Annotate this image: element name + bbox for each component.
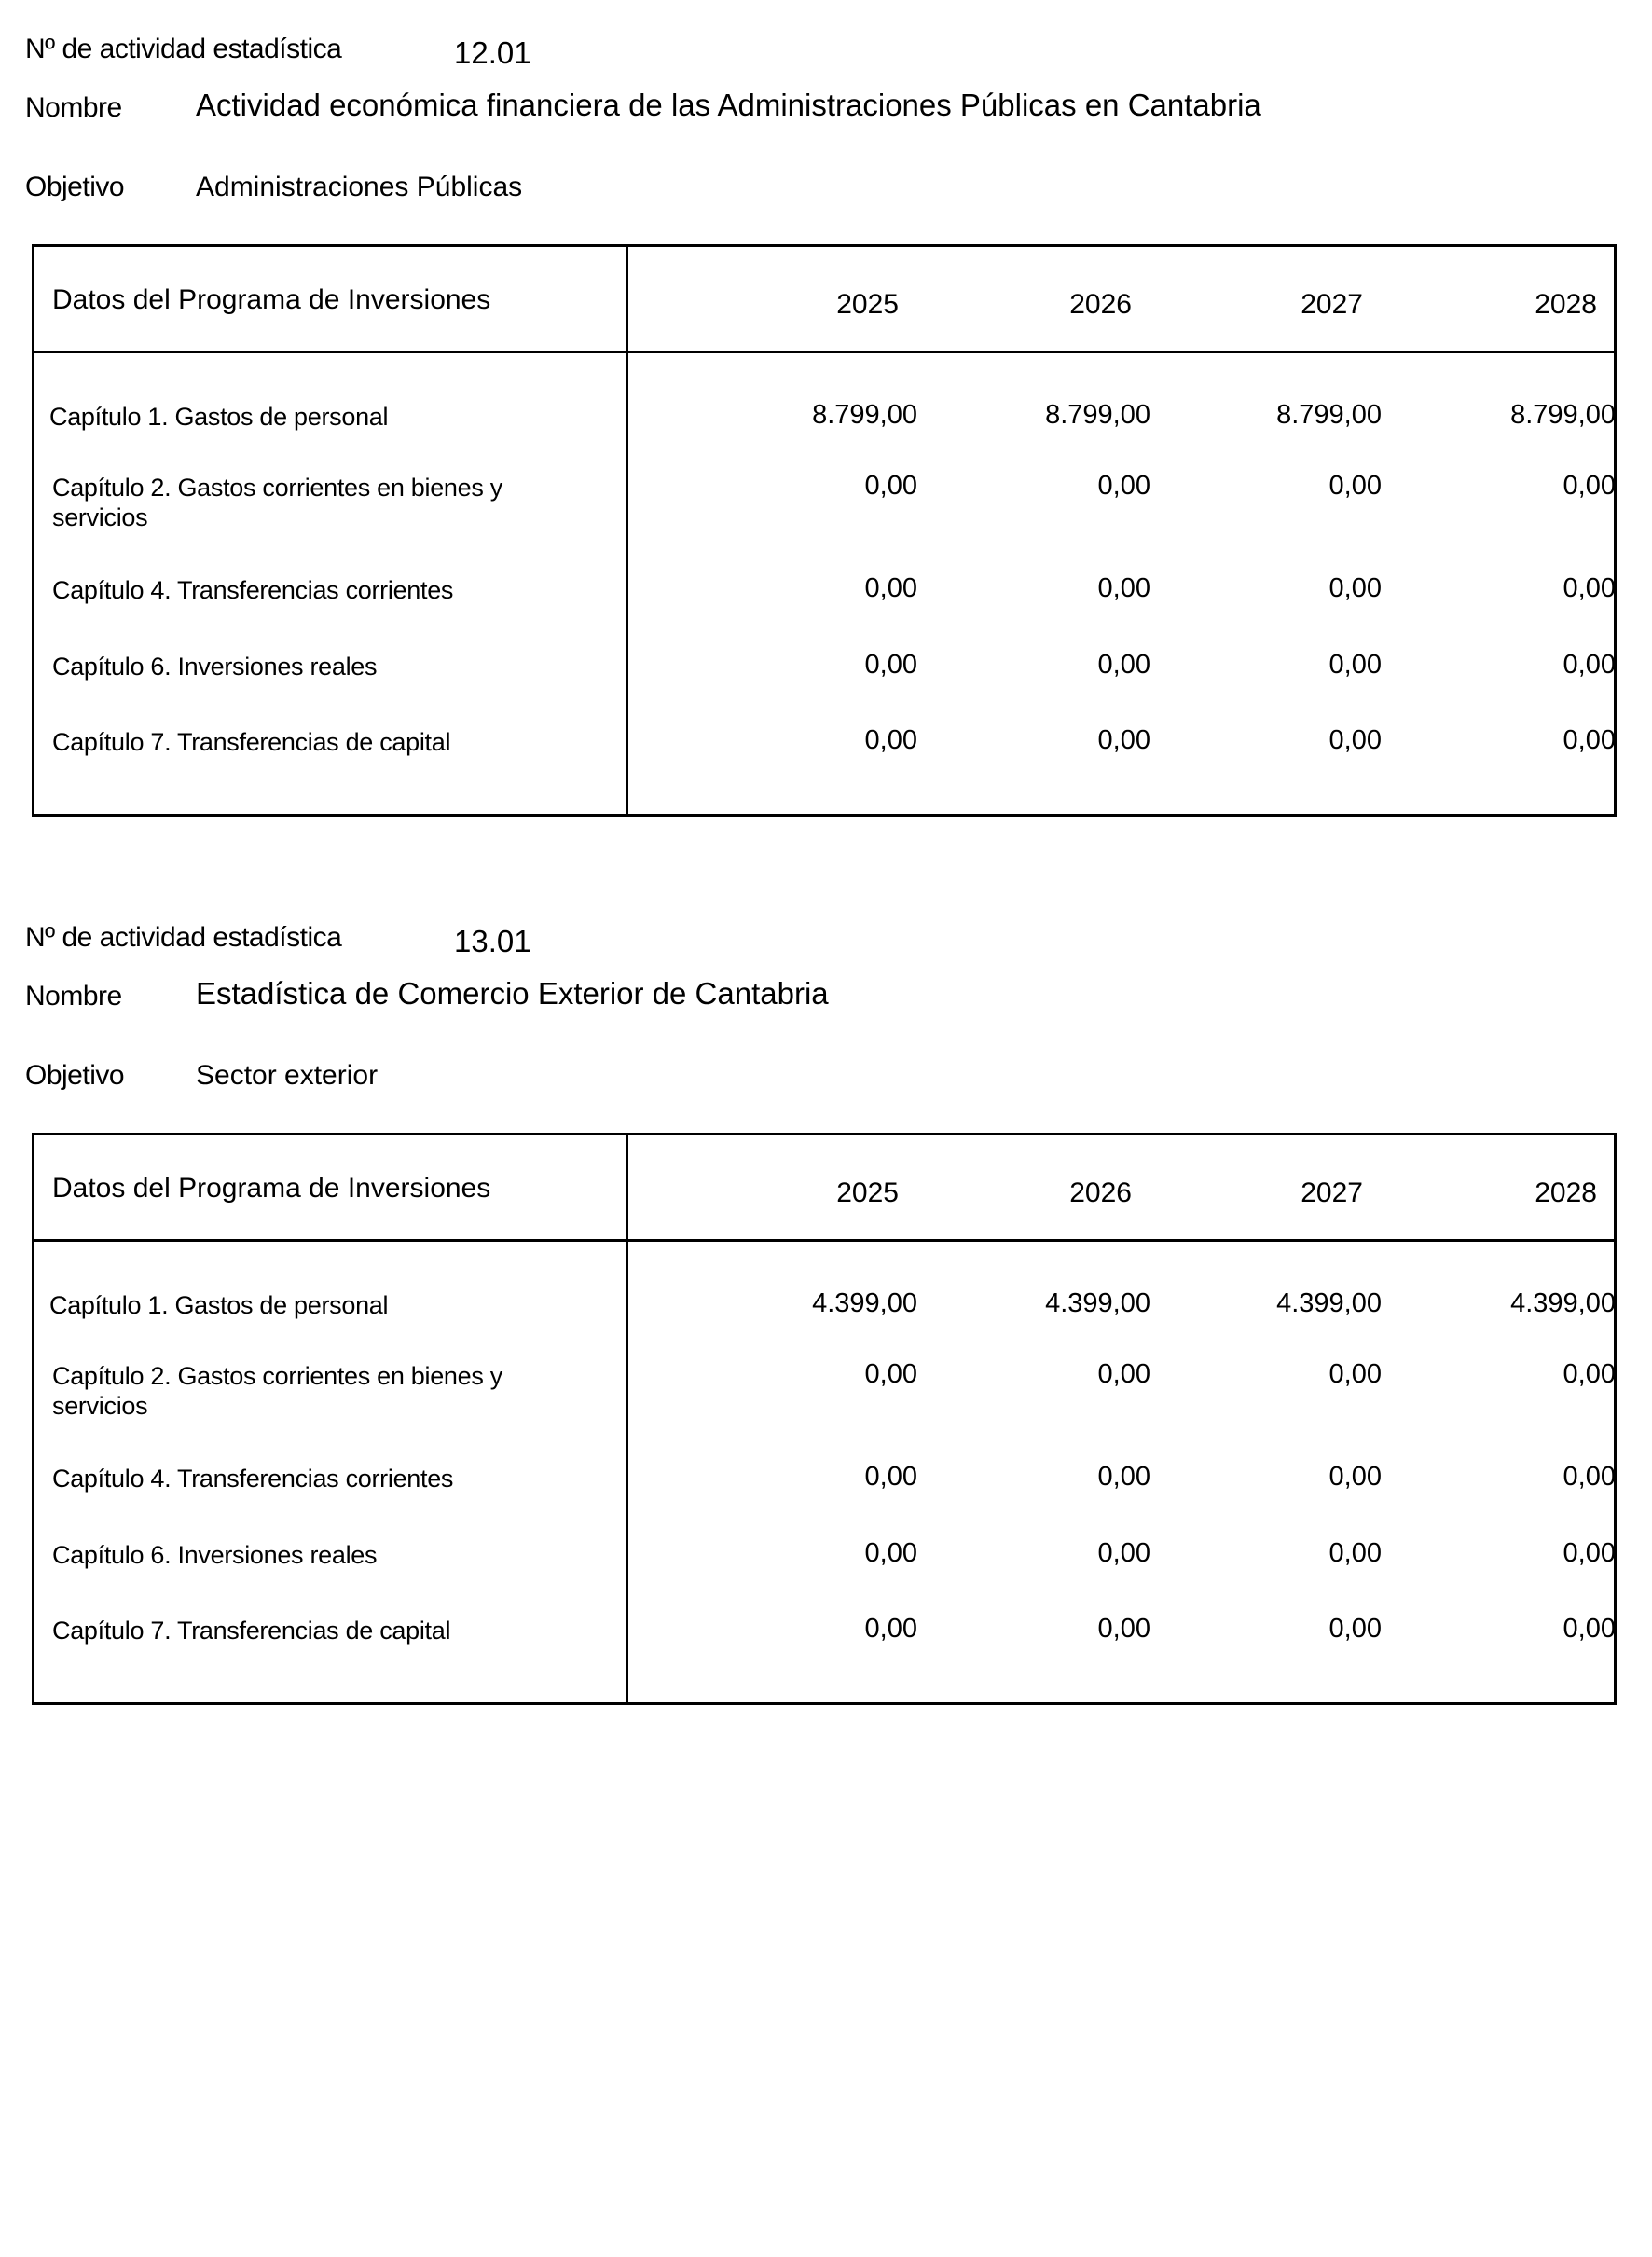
name-label: Nombre — [25, 92, 122, 123]
row-label: Capítulo 4. Transferencias corrientes — [52, 1465, 454, 1493]
row-value: 0,00 — [1328, 573, 1382, 603]
row-value: 0,00 — [1328, 1614, 1382, 1644]
row-value: 0,00 — [1328, 650, 1382, 680]
row-value: 0,00 — [1328, 1538, 1382, 1568]
row-label: Capítulo 7. Transferencias de capital — [52, 1617, 451, 1645]
activity-number-value: 12.01 — [454, 35, 531, 70]
objective-label: Objetivo — [25, 1060, 125, 1091]
year-header-2028: 2028 — [1535, 1177, 1597, 1208]
row-label: Capítulo 2. Gastos corrientes en bienes y servicios — [52, 474, 502, 531]
row-label: Capítulo 1. Gastos de personal — [49, 1291, 389, 1319]
row-value: 0,00 — [1563, 1462, 1616, 1492]
header-divider — [34, 351, 1614, 353]
year-header-2025: 2025 — [836, 1177, 899, 1208]
row-value: 0,00 — [864, 725, 917, 755]
row-value: 0,00 — [1097, 725, 1150, 755]
activity-number-label: Nº de actividad estadística — [25, 34, 342, 64]
name-value: Estadística de Comercio Exterior de Cantabria — [196, 976, 829, 1011]
row-value: 0,00 — [1563, 1538, 1616, 1568]
row-value: 4.399,00 — [1045, 1288, 1150, 1318]
year-header-2026: 2026 — [1069, 289, 1132, 320]
column-divider — [626, 1135, 628, 1702]
table-header-title: Datos del Programa de Inversiones — [52, 1173, 491, 1204]
row-value: 0,00 — [1097, 1359, 1150, 1389]
row-value: 0,00 — [1563, 650, 1616, 680]
row-value: 0,00 — [864, 650, 917, 680]
row-value: 0,00 — [1328, 1462, 1382, 1492]
row-value: 4.399,00 — [1510, 1288, 1616, 1318]
header-divider — [34, 1239, 1614, 1242]
row-value: 8.799,00 — [812, 400, 917, 430]
year-header-2026: 2026 — [1069, 1177, 1132, 1208]
row-value: 0,00 — [1097, 650, 1150, 680]
row-value: 0,00 — [1097, 1538, 1150, 1568]
row-value: 0,00 — [1328, 471, 1382, 501]
row-value: 0,00 — [1097, 1614, 1150, 1644]
objective-value: Administraciones Públicas — [196, 172, 523, 202]
investment-table — [32, 1133, 1617, 1705]
row-value: 0,00 — [864, 1614, 917, 1644]
table-header-title: Datos del Programa de Inversiones — [52, 284, 491, 315]
row-value: 0,00 — [1328, 1359, 1382, 1389]
row-label: Capítulo 7. Transferencias de capital — [52, 728, 451, 756]
name-label: Nombre — [25, 981, 122, 1012]
investment-table — [32, 244, 1617, 817]
row-value: 0,00 — [1328, 725, 1382, 755]
row-label: Capítulo 2. Gastos corrientes en bienes y servicios — [52, 1362, 502, 1420]
objective-label: Objetivo — [25, 172, 125, 202]
row-value: 0,00 — [1563, 573, 1616, 603]
name-value: Actividad económica financiera de las Administraciones Públicas en Cantabria — [196, 88, 1261, 122]
objective-value: Sector exterior — [196, 1060, 379, 1091]
row-value: 4.399,00 — [812, 1288, 917, 1318]
row-value: 0,00 — [864, 1538, 917, 1568]
row-label: Capítulo 1. Gastos de personal — [49, 403, 389, 431]
year-header-2027: 2027 — [1301, 1177, 1363, 1208]
row-value: 0,00 — [1563, 471, 1616, 501]
row-value: 8.799,00 — [1510, 400, 1616, 430]
row-label: Capítulo 4. Transferencias corrientes — [52, 576, 454, 604]
row-value: 0,00 — [864, 1359, 917, 1389]
row-label: Capítulo 6. Inversiones reales — [52, 653, 378, 681]
row-value: 4.399,00 — [1276, 1288, 1382, 1318]
activity-number-value: 13.01 — [454, 924, 531, 958]
row-value: 8.799,00 — [1276, 400, 1382, 430]
row-value: 0,00 — [1097, 573, 1150, 603]
row-value: 0,00 — [1563, 1614, 1616, 1644]
activity-number-label: Nº de actividad estadística — [25, 922, 342, 953]
row-value: 0,00 — [1097, 1462, 1150, 1492]
row-value: 0,00 — [864, 1462, 917, 1492]
year-header-2025: 2025 — [836, 289, 899, 320]
activity-section-1 — [0, 0, 1652, 895]
row-value: 0,00 — [1563, 725, 1616, 755]
activity-section-2 — [0, 888, 1652, 1783]
year-header-2028: 2028 — [1535, 289, 1597, 320]
column-divider — [626, 247, 628, 814]
row-value: 8.799,00 — [1045, 400, 1150, 430]
row-value: 0,00 — [1563, 1359, 1616, 1389]
row-value: 0,00 — [864, 471, 917, 501]
row-value: 0,00 — [864, 573, 917, 603]
row-label: Capítulo 6. Inversiones reales — [52, 1541, 378, 1569]
year-header-2027: 2027 — [1301, 289, 1363, 320]
row-value: 0,00 — [1097, 471, 1150, 501]
